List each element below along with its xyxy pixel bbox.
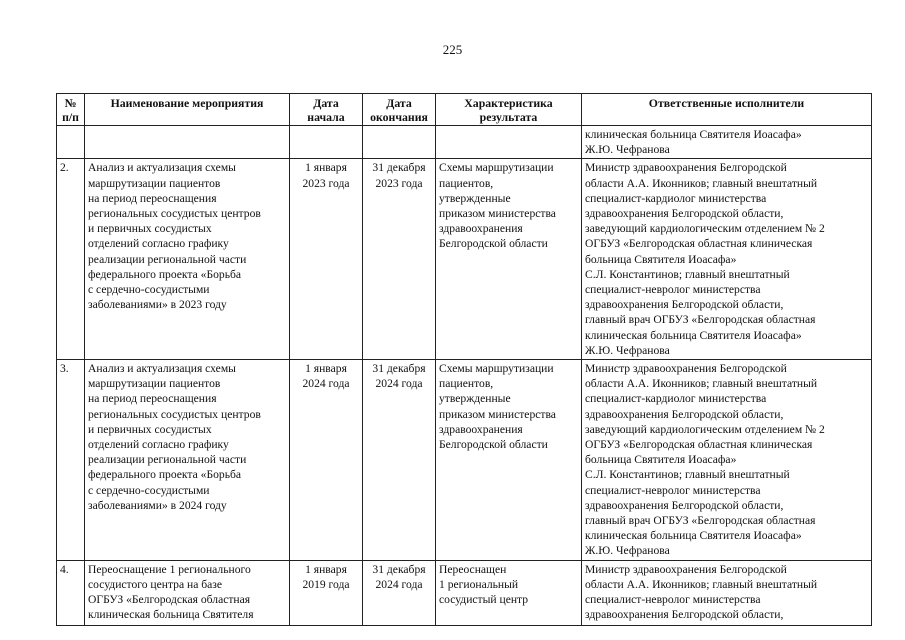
- header-result: Характеристика результата: [436, 94, 582, 126]
- cell-responsible: Министр здравоохранения Белгородской области А.А. Иконников; главный внештатный специалист-кардиолог министерства здравоохранения Белгородской области, заведующий кардиологическим отделением № 2 ОГБУЗ «Белгородская областная клиническая больница Святителя Иоасафа» С.Л. Константинов; главный внештатный специалист-невролог министерства здравоохранения Белгородской области, главный врач ОГБУЗ «Белгородская областная клиническая больница Святителя Иоасафа» Ж.Ю. Чефранова: [582, 159, 872, 360]
- events-table: [56, 93, 872, 626]
- cell-end: 31 декабря 2023 года: [363, 159, 436, 360]
- cell-name: Переоснащение 1 регионального сосудистого центра на базе ОГБУЗ «Белгородская областная клиническая больница Святителя: [85, 560, 290, 625]
- cell-start: 1 января 2024 года: [290, 360, 363, 561]
- cell-responsible: Министр здравоохранения Белгородской области А.А. Иконников; главный внештатный специалист-кардиолог министерства здравоохранения Белгородской области, заведующий кардиологическим отделением № 2 ОГБУЗ «Белгородская областная клиническая больница Святителя Иоасафа» С.Л. Константинов; главный внештатный специалист-невролог министерства здравоохранения Белгородской области, главный врач ОГБУЗ «Белгородская областная клиническая больница Святителя Иоасафа» Ж.Ю. Чефранова: [582, 360, 872, 561]
- cell-end: 31 декабря 2024 года: [363, 360, 436, 561]
- table-row: [57, 360, 872, 561]
- table-row: [57, 560, 872, 625]
- header-end-date: Дата окончания: [363, 94, 436, 126]
- cell-start: 1 января 2023 года: [290, 159, 363, 360]
- cell-result: Схемы маршрутизации пациентов, утвержденные приказом министерства здравоохранения Белгородской области: [436, 159, 582, 360]
- cell-responsible: клиническая больница Святителя Иоасафа» Ж.Ю. Чефранова: [582, 126, 872, 159]
- cell-num: [57, 126, 85, 159]
- cell-result: Переоснащен 1 региональный сосудистый центр: [436, 560, 582, 625]
- cell-name: Анализ и актуализация схемы маршрутизации пациентов на период переоснащения региональных сосудистых центров и первичных сосудистых отделений согласно графику реализации региональной части федерального проекта «Борьба с сердечно-сосудистыми заболеваниями» в 2023 году: [85, 159, 290, 360]
- page-number: 225: [442, 42, 463, 57]
- header-name: Наименование мероприятия: [85, 94, 290, 126]
- cell-num: 2.: [57, 159, 85, 360]
- cell-end: [363, 126, 436, 159]
- cell-end: 31 декабря 2024 года: [363, 560, 436, 625]
- cell-name: [85, 126, 290, 159]
- cell-num: 3.: [57, 360, 85, 561]
- cell-start: 1 января 2019 года: [290, 560, 363, 625]
- table-header: [57, 94, 872, 126]
- cell-name: Анализ и актуализация схемы маршрутизации пациентов на период переоснащения региональных сосудистых центров и первичных сосудистых отделений согласно графику реализации региональной части федерального проекта «Борьба с сердечно-сосудистыми заболеваниями» в 2024 году: [85, 360, 290, 561]
- header-responsible: Ответственные исполнители: [582, 94, 872, 126]
- header-start-date: Дата начала: [290, 94, 363, 126]
- table-row-continuation: [57, 126, 872, 159]
- cell-num: 4.: [57, 560, 85, 625]
- cell-result: Схемы маршрутизации пациентов, утвержденные приказом министерства здравоохранения Белгородской области: [436, 360, 582, 561]
- cell-result: [436, 126, 582, 159]
- header-num: № п/п: [57, 94, 85, 126]
- cell-start: [290, 126, 363, 159]
- table-row: [57, 159, 872, 360]
- cell-responsible: Министр здравоохранения Белгородской области А.А. Иконников; главный внештатный специалист-невролог министерства здравоохранения Белгородской области,: [582, 560, 872, 625]
